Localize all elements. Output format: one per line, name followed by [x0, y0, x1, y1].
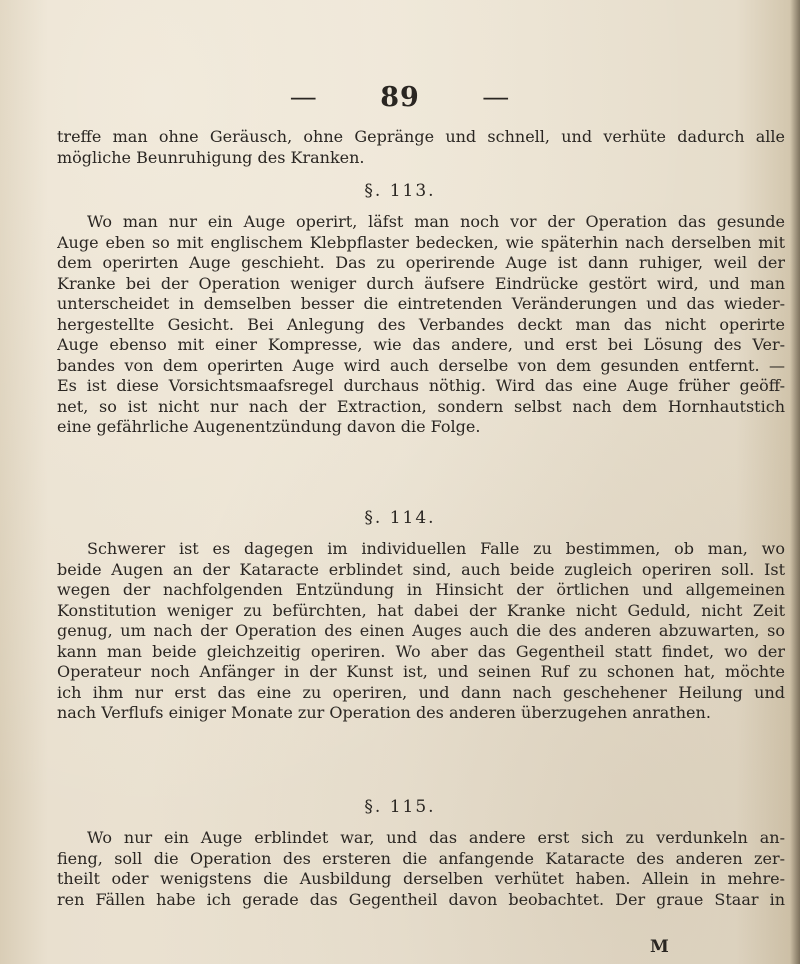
paragraph-line: kann man beide gleichzeitig operiren. Wo aber das Gegentheil statt findet, wo der	[57, 641, 785, 661]
paragraph-line: net, so ist nicht nur nach der Extraction, sondern selbst nach dem Hornhautstich	[57, 396, 785, 416]
paragraph-line: Kranke bei der Operation weniger durch äufsere Eindrücke gestört wird, und man	[57, 273, 785, 293]
paragraph-line: wegen der nachfolgenden Entzündung in Hinsicht der örtlichen und allgemeinen	[57, 580, 785, 599]
section-heading-115: §. 115.	[364, 797, 436, 817]
paragraph-line: ren Fällen habe ich gerade das Gegentheil davon beobachtet. Der graue Staar in	[57, 889, 785, 909]
section-113-paragraph	[57, 212, 785, 438]
paragraph-line: fieng, soll die Operation des ersteren die anfangende Kataracte des anderen zer-	[57, 848, 785, 868]
page-number-dash-right: —	[482, 82, 511, 113]
section-heading-113: §. 113.	[364, 181, 436, 201]
paragraph-line: eine gefährliche Augenentzündung davon die Folge.	[57, 417, 481, 436]
paragraph-line: Wo nur ein Auge erblindet war, und das andere erst sich zu verdunkeln an-	[87, 828, 785, 847]
intro-line: mögliche Beunruhigung des Kranken.	[57, 147, 365, 167]
paragraph-line: beide Augen an der Kataracte erblindet sind, auch beide zugleich operiren soll. Ist	[57, 559, 785, 579]
paragraph-line: genug, um nach der Operation des einen Auges auch die des anderen abzuwarten, so	[57, 621, 785, 640]
paragraph-line: Es ist diese Vorsichtsmaafsregel durchaus nöthig. Wird das eine Auge früher geöff-	[57, 376, 785, 395]
paragraph-line: Wo man nur ein Auge operirt, läfst man noch vor der Operation das gesunde	[87, 212, 785, 231]
section-heading-114: §. 114.	[364, 508, 436, 528]
intro-paragraph	[57, 127, 785, 168]
section-115-paragraph	[57, 828, 785, 910]
paragraph-line: dem operirten Auge geschieht. Das zu operirende Auge ist dann ruhiger, weil der	[57, 253, 785, 272]
paragraph-line: Auge ebenso mit einer Kompresse, wie das andere, und erst bei Lösung des Ver-	[57, 335, 785, 354]
page-number	[0, 82, 800, 113]
paragraph-line: hergestellte Gesicht. Bei Anlegung des Verbandes deckt man das nicht operirte	[57, 314, 785, 334]
paragraph-line: ich ihm nur erst das eine zu operiren, und dann nach geschehener Heilung und	[57, 682, 785, 702]
paragraph-line: Schwerer ist es dagegen im individuellen Falle zu bestimmen, ob man, wo	[87, 539, 785, 558]
section-114-paragraph	[57, 539, 785, 724]
paragraph-line: theilt oder wenigstens die Ausbildung derselben verhütet haben. Allein in mehre-	[57, 869, 785, 888]
intro-line: treffe man ohne Geräusch, ohne Gepränge und schnell, und verhüte dadurch alle	[57, 127, 785, 146]
paragraph-line: nach Verflufs einiger Monate zur Operation des anderen überzugehen anrathen.	[57, 703, 711, 722]
paragraph-line: unterscheidet in demselben besser die eintretenden Veränderungen und das wieder-	[57, 294, 785, 313]
page-edge-shadow	[790, 0, 800, 964]
page-number-value: 89	[380, 82, 420, 113]
paragraph-line: bandes von dem operirten Auge wird auch derselbe von dem gesunden entfernt. —	[57, 355, 785, 375]
catchword: M	[650, 937, 669, 957]
paragraph-line: Konstitution weniger zu befürchten, hat dabei der Kranke nicht Geduld, nicht Zeit	[57, 600, 785, 620]
paragraph-line: Auge eben so mit englischem Klebpflaster bedecken, wie späterhin nach derselben mit	[57, 232, 785, 252]
paragraph-line: Operateur noch Anfänger in der Kunst ist, und seinen Ruf zu schonen hat, möchte	[57, 662, 785, 681]
page-number-dash-left: —	[289, 82, 318, 113]
